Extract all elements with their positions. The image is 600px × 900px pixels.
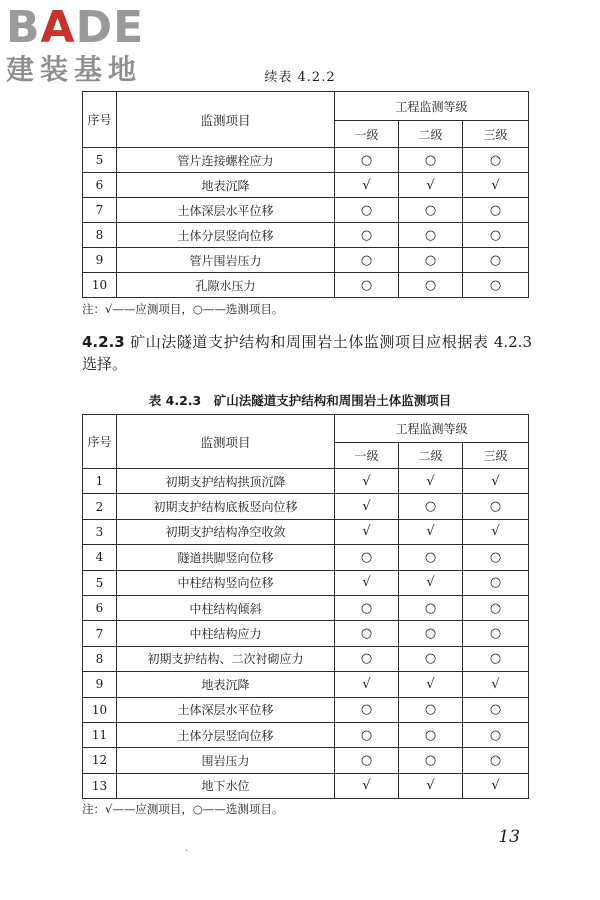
optional-mark: ○ [463, 223, 529, 248]
header-level-1: 一级 [335, 121, 399, 148]
required-mark: √ [335, 672, 399, 697]
optional-mark: ○ [463, 646, 529, 671]
required-mark: √ [335, 494, 399, 519]
required-mark: √ [335, 773, 399, 798]
optional-mark: ○ [335, 748, 399, 773]
monitoring-item: 隧道拱脚竖向位移 [117, 545, 335, 570]
required-mark: √ [463, 519, 529, 544]
optional-mark: ○ [335, 148, 399, 173]
optional-mark: ○ [463, 570, 529, 595]
table-row [83, 248, 529, 273]
optional-mark: ○ [399, 595, 463, 620]
row-number: 5 [83, 570, 117, 595]
header-no: 序号 [83, 415, 117, 469]
optional-mark: ○ [399, 646, 463, 671]
row-number: 10 [83, 273, 117, 298]
optional-mark: ○ [463, 148, 529, 173]
row-number: 12 [83, 748, 117, 773]
table-row [83, 519, 529, 544]
tunnel-monitoring-table [82, 414, 529, 799]
continued-table-title: 续表 4.2.2 [264, 70, 336, 85]
monitoring-item: 孔隙水压力 [117, 273, 335, 298]
required-mark: √ [399, 773, 463, 798]
header-no: 序号 [83, 92, 117, 148]
optional-mark: ○ [335, 697, 399, 722]
row-number: 11 [83, 722, 117, 747]
continued-table-note: 注：√——应测项目，○——选测项目。 [82, 302, 284, 316]
monitoring-item: 管片连接螺栓应力 [117, 148, 335, 173]
monitoring-item: 土体分层竖向位移 [117, 223, 335, 248]
optional-mark: ○ [463, 722, 529, 747]
optional-mark: ○ [399, 748, 463, 773]
optional-mark: ○ [463, 621, 529, 646]
optional-mark: ○ [463, 494, 529, 519]
logo-mark: BADE [6, 2, 145, 53]
table-row [83, 697, 529, 722]
optional-mark: ○ [335, 595, 399, 620]
required-mark: √ [399, 672, 463, 697]
page-number: 13 [498, 827, 520, 847]
clause-text: 矿山法隧道支护结构和周围岩土体监测项目应根据表 4.2.3 选择。 [82, 333, 532, 373]
monitoring-item: 地表沉降 [117, 173, 335, 198]
row-number: 3 [83, 519, 117, 544]
required-mark: √ [399, 469, 463, 494]
row-number: 4 [83, 545, 117, 570]
optional-mark: ○ [463, 273, 529, 298]
row-number: 2 [83, 494, 117, 519]
required-mark: √ [399, 519, 463, 544]
required-mark: √ [399, 173, 463, 198]
table-row [83, 273, 529, 298]
required-mark: √ [335, 173, 399, 198]
optional-mark: ○ [463, 248, 529, 273]
row-number: 1 [83, 469, 117, 494]
monitoring-item: 中柱结构倾斜 [117, 595, 335, 620]
table-row [83, 595, 529, 620]
optional-mark: ○ [399, 494, 463, 519]
table-row [83, 469, 529, 494]
optional-mark: ○ [335, 273, 399, 298]
header-level-2: 二级 [399, 443, 463, 469]
optional-mark: ○ [463, 198, 529, 223]
optional-mark: ○ [463, 697, 529, 722]
row-number: 9 [83, 672, 117, 697]
header-level-3: 三级 [463, 443, 529, 469]
monitoring-item: 初期支护结构拱顶沉降 [117, 469, 335, 494]
optional-mark: ○ [335, 621, 399, 646]
optional-mark: ○ [399, 248, 463, 273]
header-level-1: 一级 [335, 443, 399, 469]
optional-mark: ○ [335, 198, 399, 223]
table-row [83, 198, 529, 223]
monitoring-item: 初期支护结构、二次衬砌应力 [117, 646, 335, 671]
optional-mark: ○ [335, 545, 399, 570]
table-row [83, 545, 529, 570]
row-number: 9 [83, 248, 117, 273]
optional-mark: ○ [463, 595, 529, 620]
clause-4-2-3 [82, 331, 532, 375]
row-number: 7 [83, 198, 117, 223]
monitoring-item: 管片围岩压力 [117, 248, 335, 273]
table-row [83, 494, 529, 519]
row-number: 10 [83, 697, 117, 722]
row-number: 7 [83, 621, 117, 646]
clause-number: 4.2.3 [82, 333, 125, 351]
header-level-3: 三级 [463, 121, 529, 148]
row-number: 8 [83, 223, 117, 248]
monitoring-item: 中柱结构应力 [117, 621, 335, 646]
logo-subtitle: 建装基地 [6, 53, 143, 86]
optional-mark: ○ [335, 722, 399, 747]
required-mark: √ [335, 519, 399, 544]
monitoring-item: 土体分层竖向位移 [117, 722, 335, 747]
optional-mark: ○ [399, 621, 463, 646]
row-number: 5 [83, 148, 117, 173]
header-level-2: 二级 [399, 121, 463, 148]
monitoring-item: 中柱结构竖向位移 [117, 570, 335, 595]
row-number: 6 [83, 595, 117, 620]
optional-mark: ○ [463, 748, 529, 773]
optional-mark: ○ [335, 223, 399, 248]
monitoring-item: 地表沉降 [117, 672, 335, 697]
required-mark: √ [463, 672, 529, 697]
table-row [83, 570, 529, 595]
optional-mark: ○ [335, 248, 399, 273]
optional-mark: ○ [463, 545, 529, 570]
monitoring-item: 初期支护结构净空收敛 [117, 519, 335, 544]
optional-mark: ○ [399, 273, 463, 298]
optional-mark: ○ [399, 697, 463, 722]
row-number: 6 [83, 173, 117, 198]
table-4-2-3-title: 表 4.2.3 矿山法隧道支护结构和周围岩土体监测项目 [148, 393, 452, 408]
header-item: 监测项目 [117, 415, 335, 469]
required-mark: √ [399, 570, 463, 595]
table-row [83, 173, 529, 198]
table-row [83, 223, 529, 248]
monitoring-item: 初期支护结构底板竖向位移 [117, 494, 335, 519]
header-level: 工程监测等级 [335, 92, 529, 121]
table-row [83, 148, 529, 173]
optional-mark: ○ [399, 198, 463, 223]
table-row [83, 773, 529, 798]
monitoring-item: 土体深层水平位移 [117, 697, 335, 722]
required-mark: √ [463, 469, 529, 494]
monitoring-item: 土体深层水平位移 [117, 198, 335, 223]
table-row [83, 646, 529, 671]
optional-mark: ○ [399, 223, 463, 248]
optional-mark: ○ [399, 148, 463, 173]
monitoring-item: 围岩压力 [117, 748, 335, 773]
header-level: 工程监测等级 [335, 415, 529, 443]
monitoring-item: 地下水位 [117, 773, 335, 798]
scan-speck: · [185, 846, 189, 857]
table-4-2-3-note: 注：√——应测项目，○——选测项目。 [82, 802, 284, 816]
optional-mark: ○ [335, 646, 399, 671]
table-row [83, 672, 529, 697]
optional-mark: ○ [399, 722, 463, 747]
optional-mark: ○ [399, 545, 463, 570]
table-row [83, 722, 529, 747]
row-number: 13 [83, 773, 117, 798]
required-mark: √ [335, 570, 399, 595]
row-number: 8 [83, 646, 117, 671]
table-row [83, 748, 529, 773]
table-row [83, 621, 529, 646]
required-mark: √ [463, 173, 529, 198]
header-item: 监测项目 [117, 92, 335, 148]
required-mark: √ [463, 773, 529, 798]
continued-monitoring-table [82, 91, 529, 298]
required-mark: √ [335, 469, 399, 494]
